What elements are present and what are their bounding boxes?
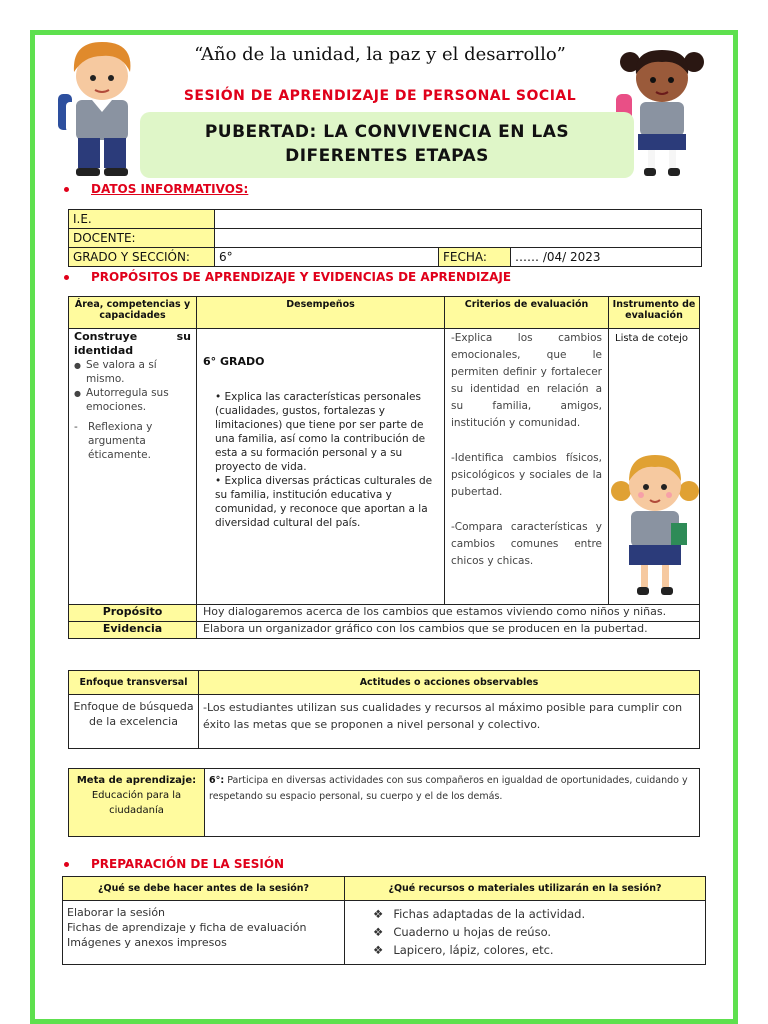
instrumento-cell <box>609 329 700 605</box>
evidencia-value: Elabora un organizador gráfico con los cambios que se producen en la pubertad. <box>197 622 700 639</box>
docente-label: DOCENTE: <box>69 229 215 248</box>
col-enfoque: Enfoque transversal <box>69 671 199 695</box>
diamond-bullet-icon: ❖ <box>373 907 384 921</box>
fecha-label: FECHA: <box>439 248 511 267</box>
grado-label: GRADO Y SECCIÓN: <box>69 248 215 267</box>
datos-table <box>68 209 702 267</box>
preparacion-table <box>62 876 706 965</box>
criterio-1: -Explica los cambios emocionales, que le permiten definir y fortalecer su identidad en relación a su familia, amigos, institución y comunidad. <box>451 332 602 429</box>
col-actitudes: Actitudes o acciones observables <box>199 671 700 695</box>
ie-label: I.E. <box>69 210 215 229</box>
list-item: ● Autorregula sus emociones. <box>74 386 191 414</box>
list-item: ❖ Lapicero, lápiz, colores, etc. <box>373 943 554 957</box>
col-instrumento: Instrumento de evaluación <box>609 297 700 329</box>
recursos-cell <box>345 901 706 965</box>
title-line-2: DIFERENTES ETAPAS <box>285 146 489 166</box>
evidencia-label: Evidencia <box>69 622 197 639</box>
preparacion-heading: PREPARACIÓN DE LA SESIÓN <box>64 857 284 871</box>
col-criterios: Criterios de evaluación <box>445 297 609 329</box>
meta-grade: 6°: <box>209 775 225 786</box>
instrumento-value: Lista de cotejo <box>615 333 689 344</box>
list-item: ❖ Fichas adaptadas de la actividad. <box>373 907 586 921</box>
competencia: Construye su identidad <box>74 330 191 357</box>
criterios-cell <box>445 329 609 605</box>
grade-label: 6° GRADO <box>203 355 265 368</box>
bullet-icon <box>64 275 69 280</box>
propositos-heading: PROPÓSITOS DE APRENDIZAJE Y EVIDENCIAS DE APRENDIZAJE <box>64 270 511 284</box>
diamond-bullet-icon: ❖ <box>373 943 384 957</box>
fecha-value: …… /04/ 2023 <box>511 248 702 267</box>
proposito-value: Hoy dialogaremos acerca de los cambios que estamos viviendo como niños y niñas. <box>197 605 700 622</box>
list-item: Elaborar la sesión <box>67 906 166 919</box>
propositos-table <box>68 296 700 639</box>
desempeno-2: • Explica diversas prácticas culturales de su familia, institución educativa y comunidad, y reconoce que aportan a la diversidad cultural del país. <box>215 475 433 529</box>
col-antes: ¿Qué se debe hacer antes de la sesión? <box>63 877 345 901</box>
diamond-bullet-icon: ❖ <box>373 925 384 939</box>
capacidad-extra: - Reflexiona y argumenta éticamente. <box>74 421 153 461</box>
meta-label: Meta de aprendizaje: <box>76 775 197 786</box>
area-cell <box>69 329 197 605</box>
list-item: ❖ Cuaderno u hojas de reúso. <box>373 925 552 939</box>
meta-label-cell <box>69 769 205 837</box>
year-motto: “Año de la unidad, la paz y el desarrollo” <box>194 44 566 65</box>
meta-text: Participa en diversas actividades con sus compañeros en igualdad de oportunidades, cuidando y respetando su espacio personal, su cuerpo y el de los demás. <box>209 775 688 802</box>
enfoque-table <box>68 670 700 749</box>
criterio-3: -Compara características y cambios comunes entre chicos y chicas. <box>451 521 602 567</box>
girl-books-illustration <box>611 447 699 599</box>
antes-cell <box>63 901 345 965</box>
boy-illustration <box>52 36 152 178</box>
enfoque-value: Enfoque de búsqueda de la excelencia <box>69 695 199 749</box>
meta-table <box>68 768 700 837</box>
proposito-label: Propósito <box>69 605 197 622</box>
session-title <box>150 120 624 168</box>
col-recursos: ¿Qué recursos o materiales utilizarán en la sesión? <box>345 877 706 901</box>
list-item: Fichas de aprendizaje y ficha de evaluación <box>67 921 307 934</box>
grado-value: 6° <box>215 248 439 267</box>
capacidades-list <box>74 358 191 414</box>
ie-value <box>215 210 702 229</box>
bullet-icon <box>64 862 69 867</box>
list-item: ● Se valora a sí mismo. <box>74 358 191 386</box>
meta-area: Educación para la ciudadanía <box>91 790 182 816</box>
datos-heading: DATOS INFORMATIVOS: <box>64 182 248 196</box>
criterio-2: -Identifica cambios físicos, psicológicos y sociales de la pubertad. <box>451 452 602 498</box>
docente-value <box>215 229 702 248</box>
session-heading: SESIÓN DE APRENDIZAJE DE PERSONAL SOCIAL <box>183 88 577 104</box>
desempenos-cell <box>197 329 445 605</box>
desempeno-1: • Explica las características personales (cualidades, gustos, fortalezas y limitaciones) que tiene por ser parte de una familia, así como la contribución de esta a su formación personal y a su proyecto de vida. <box>215 391 426 473</box>
col-desempenos: Desempeños <box>197 297 445 329</box>
list-item: Imágenes y anexos impresos <box>67 936 227 949</box>
actitud-value: -Los estudiantes utilizan sus cualidades y recursos al máximo posible para cumplir con éxito las metas que se proponen a nivel personal y colectivo. <box>199 695 700 749</box>
col-area: Área, competencias y capacidades <box>69 297 197 329</box>
meta-text-cell <box>205 769 700 837</box>
title-line-1: PUBERTAD: LA CONVIVENCIA EN LAS <box>204 122 570 142</box>
bullet-icon <box>64 187 69 192</box>
